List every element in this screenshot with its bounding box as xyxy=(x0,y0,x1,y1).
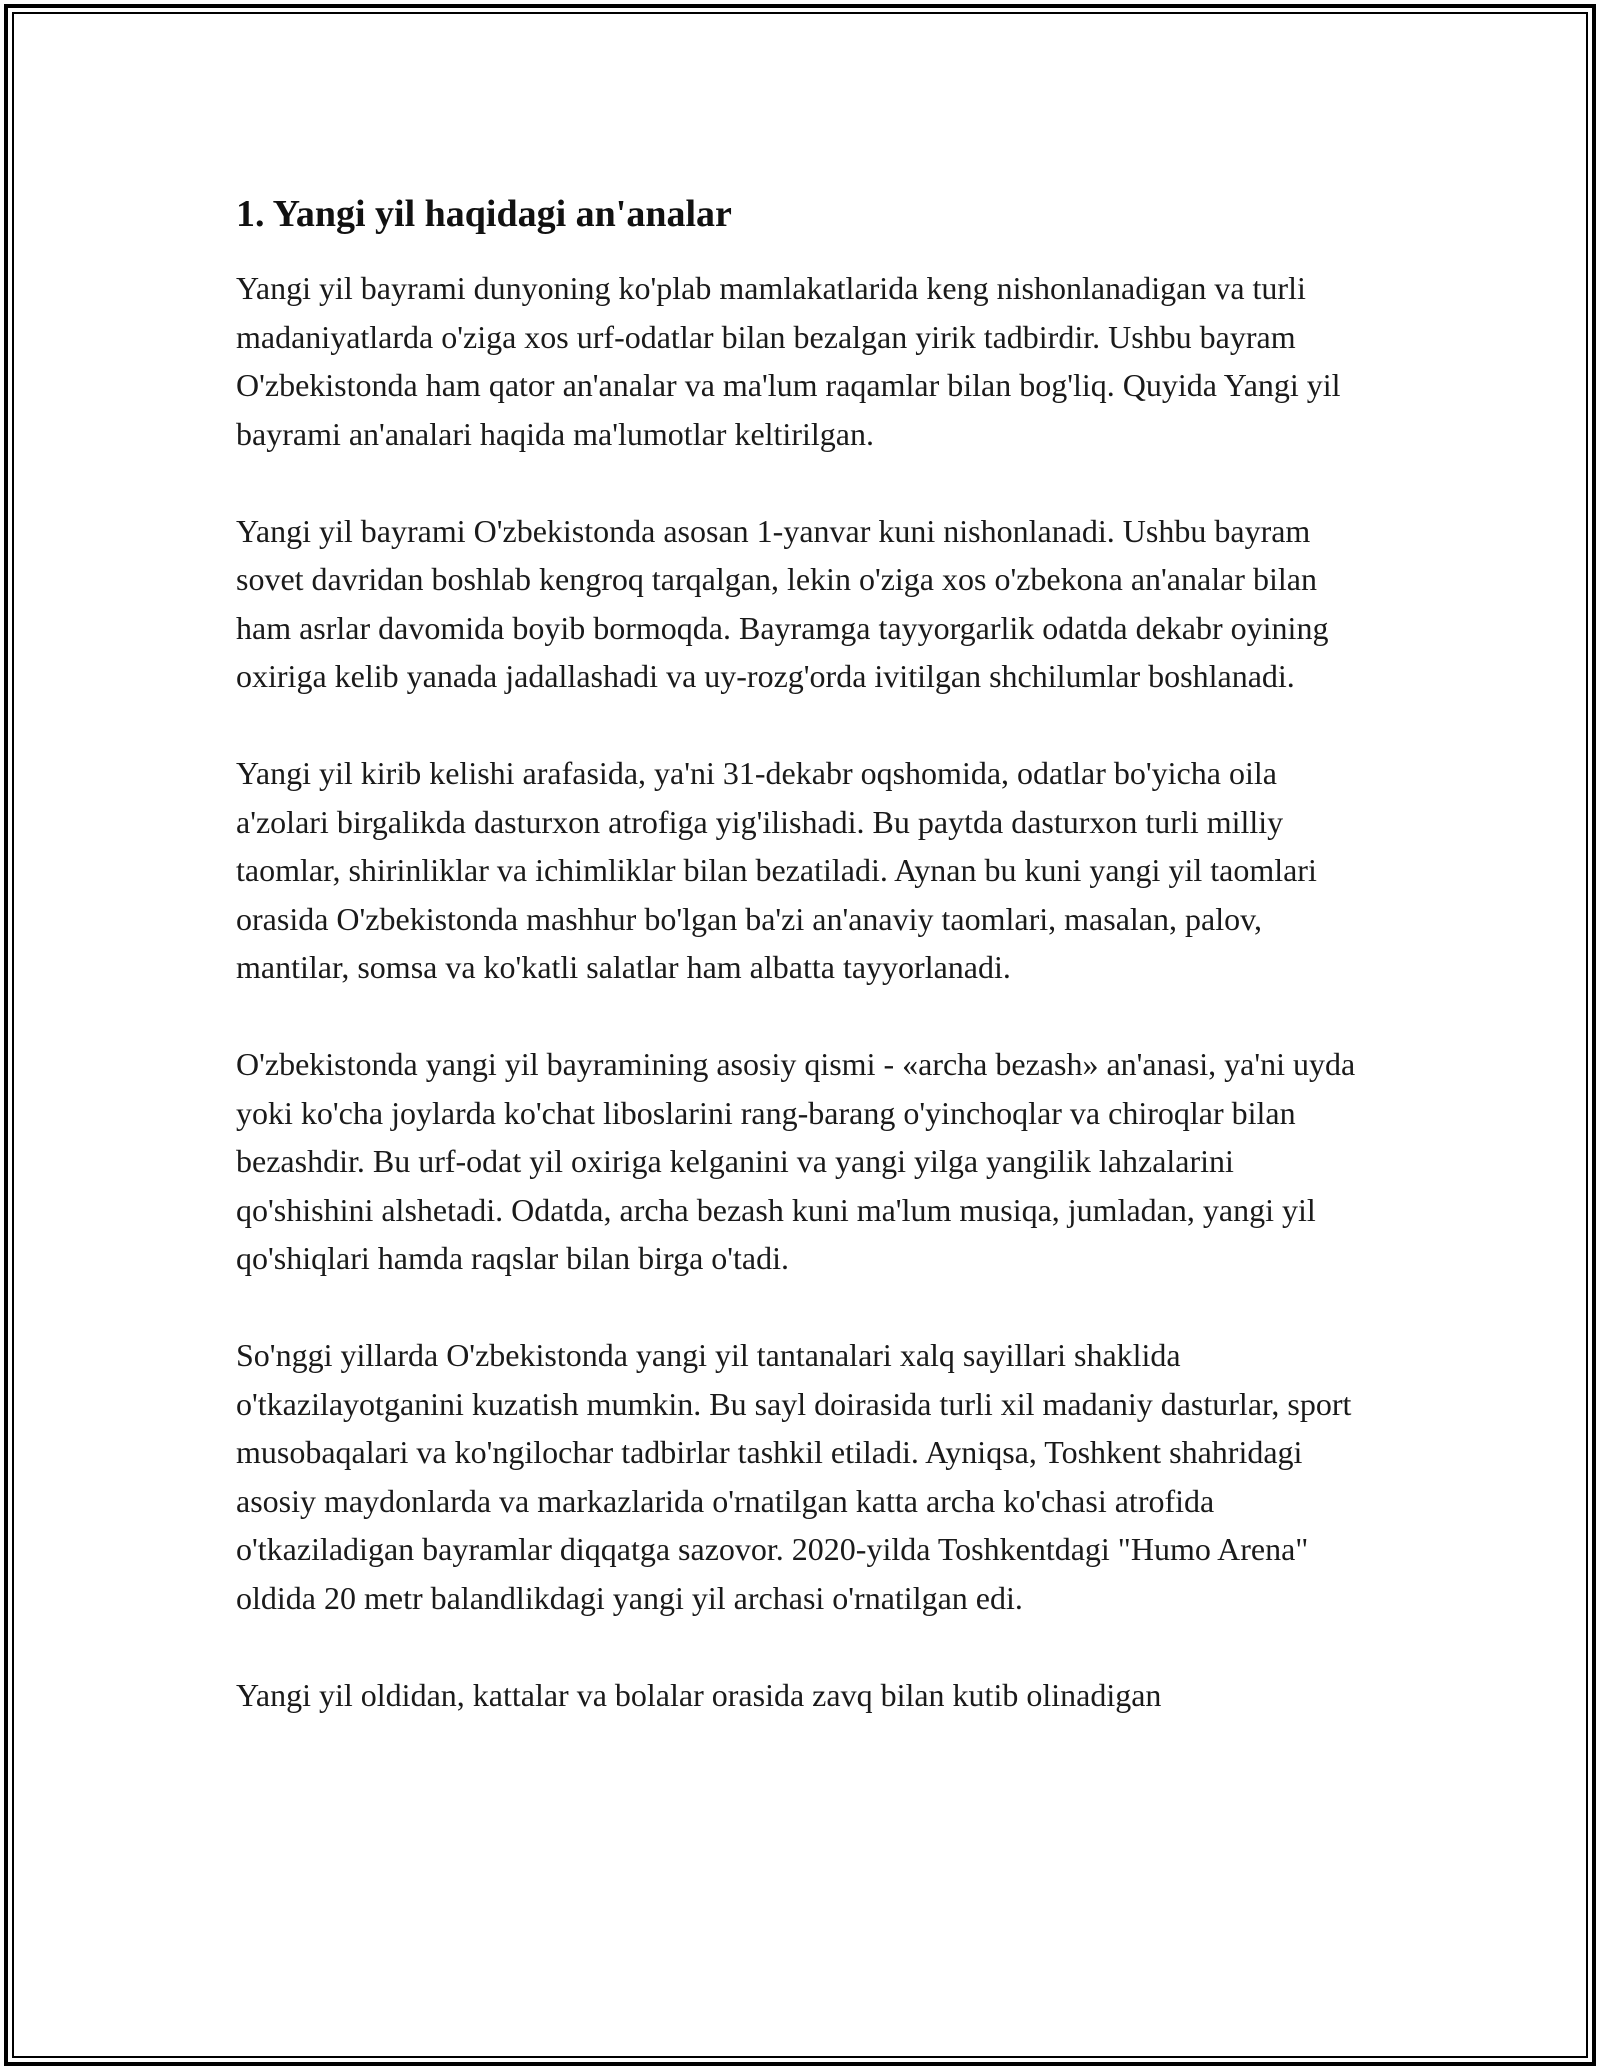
section-heading: 1. Yangi yil haqidagi an'analar xyxy=(236,193,732,235)
paragraph-tree-decorating: O'zbekistonda yangi yil bayramining asosiy qismi - «archa bezash» an'anasi, ya'ni uyda yoki ko'cha joylarda ko'chat liboslarini rang-barang o'yinchoqlar va chiroqlar bilan bezashdir. Bu urf-odat yil oxiriga kelganini va yangi yilga yangilik lahzalarini qo'shishini alshetadi. Odatda, archa bezash kuni ma'lum musiqa, jumladan, yangi yil qo'shiqlari hamda raqslar bilan birga o'tadi. xyxy=(236,1046,1356,1276)
document-body xyxy=(236,190,1366,1719)
paragraph-public-festivities: So'nggi yillarda O'zbekistonda yangi yil tantanalari xalq sayillari shaklida o'tkazilayotganini kuzatish mumkin. Bu sayl doirasida turli xil madaniy dasturlar, sport musobaqalari va ko'ngilochar tadbirlar tashkil etiladi. Ayniqsa, Toshkent shahridagi asosiy maydonlarda va markazlarida o'rnatilgan katta archa ko'chasi atrofida o'tkaziladigan bayramlar diqqatga sazovor. 2020-yilda Toshkentdagi "Humo Arena" oldida 20 metr balandlikdagi yangi yil archasi o'rnatilgan edi. xyxy=(236,1337,1352,1616)
paragraph-dinner: Yangi yil kirib kelishi arafasida, ya'ni 31-dekabr oqshomida, odatlar bo'yicha oila a'zolari birgalikda dasturxon atrofiga yig'ilishadi. Bu paytda dasturxon turli milliy taomlar, shirinliklar va ichimliklar bilan bezatiladi. Aynan bu kuni yangi yil taomlari orasida O'zbekistonda mashhur bo'lgan ba'zi an'anaviy taomlari, masalan, palov, mantilar, somsa va ko'katli salatlar ham albatta tayyorlanadi. xyxy=(236,755,1317,985)
paragraph-date: Yangi yil bayrami O'zbekistonda asosan 1-yanvar kuni nishonlanadi. Ushbu bayram sovet davridan boshlab kengroq tarqalgan, lekin o'ziga xos o'zbekona an'analar bilan ham asrlar davomida boyib bormoqda. Bayramga tayyorgarlik odatda dekabr oyining oxiriga kelib yanada jadallashadi va uy-rozg'orda ivitilgan shchilumlar boshlanadi. xyxy=(236,512,1329,694)
paragraph-intro: Yangi yil bayrami dunyoning ko'plab mamlakatlarida keng nishonlanadigan va turli madaniyatlarda o'ziga xos urf-odatlar bilan bezalgan yirik tadbirdir. Ushbu bayram O'zbekistonda ham qator an'analar va ma'lum raqamlar bilan bog'liq. Quyida Yangi yil bayrami an'analari haqida ma'lumotlar keltirilgan. xyxy=(236,270,1341,452)
paragraph-continued: Yangi yil oldidan, kattalar va bolalar orasida zavq bilan kutib olinadigan xyxy=(236,1676,1162,1713)
